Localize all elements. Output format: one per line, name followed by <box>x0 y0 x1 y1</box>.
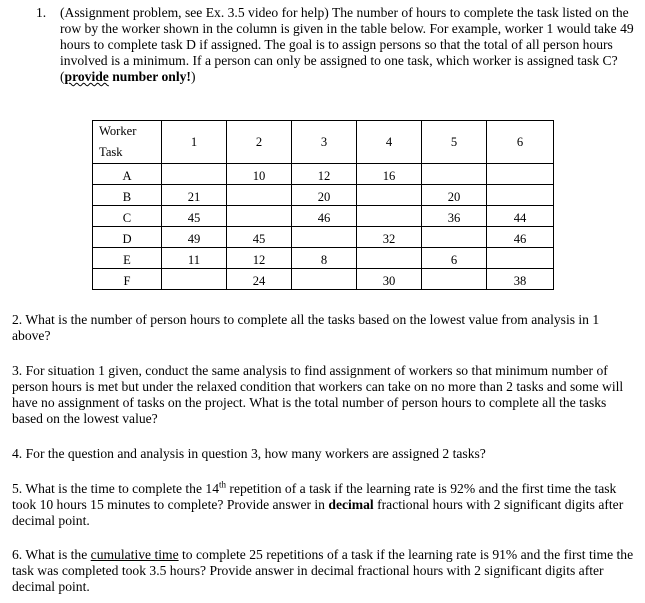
question-1-intro: (Assignment problem, see Ex. 3.5 video for help) The number of hours to complete the task listed on the row by the worker shown in the column is given in the table below. For example, worker 1 would take 49 hours to complete task D if assigned. The goal is to assign persons so that the total of all person hours involved is a minimum. If a person can only be assigned to one task, which worker is assigned task C? ( <box>60 5 634 84</box>
task-label: E <box>93 248 162 269</box>
question-5 <box>12 481 637 529</box>
table-cell: 10 <box>227 164 292 185</box>
table-cell: 20 <box>422 185 487 206</box>
table-cell <box>487 164 554 185</box>
question-6 <box>12 547 637 595</box>
cumulative-time-underlined: cumulative time <box>90 547 179 562</box>
table-row <box>93 185 554 206</box>
table-cell: 44 <box>487 206 554 227</box>
question-3: 3. For situation 1 given, conduct the same analysis to find assignment of workers so that minimum number of person hours is met but under the relaxed condition that workers can take on no more than 2 tasks and some will have no assignment of tasks on the project. What is the total number of person hours to complete all the tasks based on the lowest value? <box>12 363 624 426</box>
worker-header: 1 <box>162 121 227 164</box>
question-1-text <box>60 5 640 85</box>
table-cell: 24 <box>227 269 292 290</box>
table-cell <box>422 164 487 185</box>
table-row <box>93 227 554 248</box>
table-cell: 12 <box>227 248 292 269</box>
table-cell <box>422 227 487 248</box>
table-row <box>93 206 554 227</box>
question-4: 4. For the question and analysis in question 3, how many workers are assigned 2 tasks? <box>12 446 486 461</box>
decimal-bold: decimal <box>328 497 374 512</box>
task-label: F <box>93 269 162 290</box>
question-6-part1: 6. What is the <box>12 547 91 562</box>
table-cell <box>357 248 422 269</box>
table-cell: 8 <box>292 248 357 269</box>
superscript-th: th <box>219 479 227 490</box>
table-cell: 21 <box>162 185 227 206</box>
header-worker-label: Worker <box>99 124 137 138</box>
table-cell <box>162 269 227 290</box>
table-cell: 20 <box>292 185 357 206</box>
worker-header: 4 <box>357 121 422 164</box>
question-1-close: ) <box>190 69 196 84</box>
table-cell <box>357 206 422 227</box>
table-cell <box>422 269 487 290</box>
question-5-part2: repetition of a task if the learning rate is 92% and the first time the task took 10 hours 15 minutes to complete? Provide answer in <box>12 481 617 512</box>
table-row <box>93 164 554 185</box>
table-cell: 45 <box>227 227 292 248</box>
table-cell <box>162 164 227 185</box>
table-cell: 46 <box>487 227 554 248</box>
table-cell: 32 <box>357 227 422 248</box>
question-6-part2: to complete 25 repetitions of a task if the learning rate is 91% and the first time the task was completed took 3.5 hours? Provide answer in decimal fractional hours with 2 significant digits after decimal point. <box>12 547 634 594</box>
table-cell <box>292 269 357 290</box>
table-cell <box>292 227 357 248</box>
table-cell: 12 <box>292 164 357 185</box>
header-task-label: Task <box>99 145 123 159</box>
worker-header: 3 <box>292 121 357 164</box>
question-2: 2. What is the number of person hours to complete all the tasks based on the lowest value from analysis in 1 above? <box>12 312 600 343</box>
table-cell: 16 <box>357 164 422 185</box>
task-label: A <box>93 164 162 185</box>
question-5-part1: 5. What is the time to complete the 14 <box>12 481 220 496</box>
table-row <box>93 269 554 290</box>
table-cell <box>357 185 422 206</box>
task-label: B <box>93 185 162 206</box>
number-only-text: number only! <box>108 69 191 84</box>
question-5-part3: fractional hours with 2 significant digits after decimal point. <box>12 497 624 528</box>
table-cell: 36 <box>422 206 487 227</box>
worker-header: 2 <box>227 121 292 164</box>
table-cell <box>227 185 292 206</box>
table-cell: 38 <box>487 269 554 290</box>
table-cell: 6 <box>422 248 487 269</box>
question-1-number: 1. <box>36 5 47 20</box>
table-cell: 45 <box>162 206 227 227</box>
table-cell <box>487 248 554 269</box>
table-cell: 49 <box>162 227 227 248</box>
table-cell <box>487 185 554 206</box>
table-cell: 30 <box>357 269 422 290</box>
table-cell: 46 <box>292 206 357 227</box>
header-worker-task <box>93 121 162 164</box>
task-label: D <box>93 227 162 248</box>
assignment-table <box>92 120 554 290</box>
table-cell <box>227 206 292 227</box>
task-label: C <box>93 206 162 227</box>
table-cell: 11 <box>162 248 227 269</box>
worker-header: 5 <box>422 121 487 164</box>
worker-header: 6 <box>487 121 554 164</box>
provide-word: provide <box>64 69 109 84</box>
table-header-row <box>93 121 554 164</box>
table-row <box>93 248 554 269</box>
